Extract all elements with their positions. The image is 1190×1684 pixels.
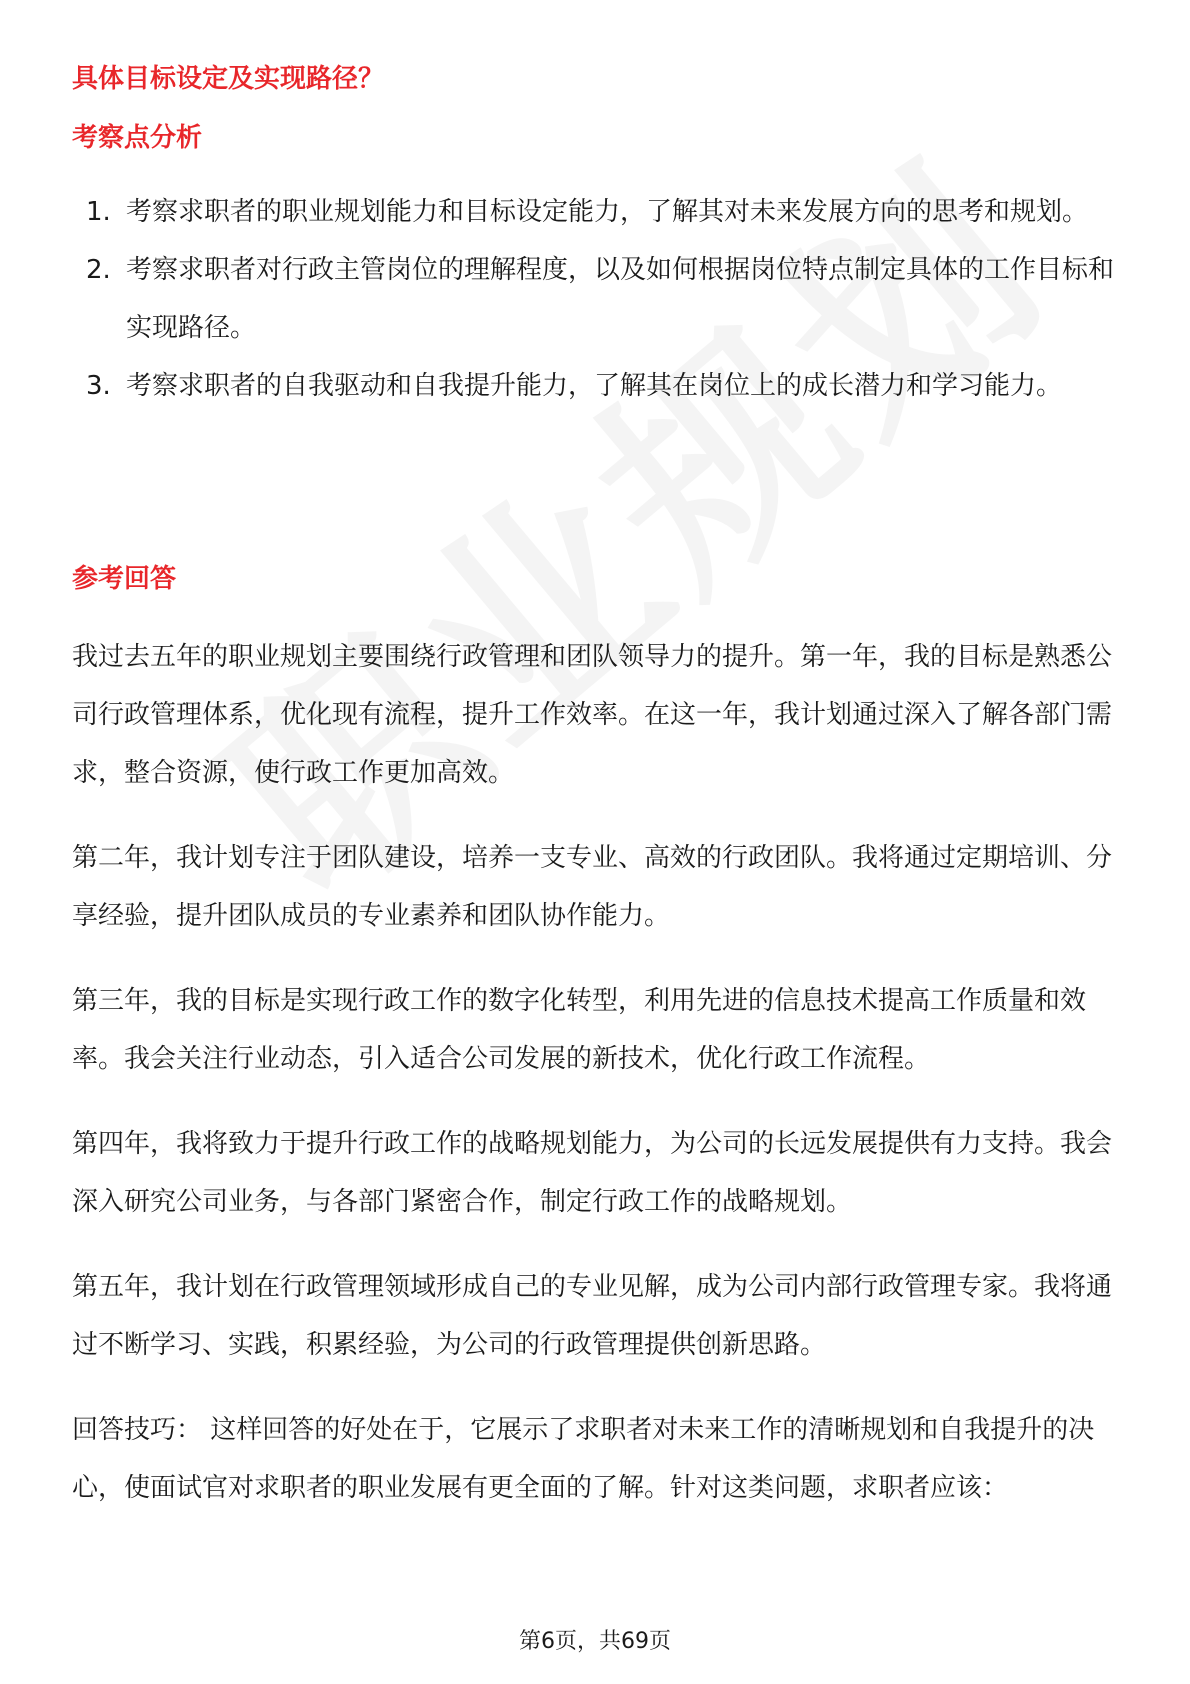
answer-paragraph: 第三年，我的目标是实现行政工作的数字化转型，利用先进的信息技术提高工作质量和效率。我会关注行业动态，引入适合公司发展的新技术，优化行政工作流程。: [72, 986, 1087, 1074]
question-title: 具体目标设定及实现路径？: [72, 64, 385, 94]
list-text: 考察求职者对行政主管岗位的理解程度，以及如何根据岗位特点制定具体的工作目标和实现路径。: [126, 255, 1115, 343]
list-item: [72, 241, 1122, 357]
list-item: [72, 183, 1122, 241]
answer-body: [72, 628, 1127, 1544]
answer-heading: 参考回答: [72, 564, 177, 594]
answer-paragraph: 第五年，我计划在行政管理领域形成自己的专业见解，成为公司内部行政管理专家。我将通过不断学习、实践，积累经验，为公司的行政管理提供创新思路。: [72, 1272, 1113, 1360]
answer-paragraph: 第二年，我计划专注于团队建设，培养一支专业、高效的行政团队。我将通过定期培训、分享经验，提升团队成员的专业素养和团队协作能力。: [72, 843, 1113, 931]
answer-tips: 回答技巧： 这样回答的好处在于，它展示了求职者对未来工作的清晰规划和自我提升的决心，使面试官对求职者的职业发展有更全面的了解。针对这类问题，求职者应该：: [72, 1415, 1095, 1503]
page-footer: 第6页，共69页: [519, 1629, 671, 1654]
list-item: [72, 357, 1122, 415]
list-number: 2.: [86, 255, 111, 285]
list-text: 考察求职者的职业规划能力和目标设定能力，了解其对未来发展方向的思考和规划。: [126, 197, 1089, 227]
list-text: 考察求职者的自我驱动和自我提升能力，了解其在岗位上的成长潜力和学习能力。: [126, 371, 1063, 401]
list-number: 3.: [86, 371, 111, 401]
answer-paragraph: 第四年，我将致力于提升行政工作的战略规划能力，为公司的长远发展提供有力支持。我会深入研究公司业务，与各部门紧密合作，制定行政工作的战略规划。: [72, 1129, 1113, 1217]
analysis-list: [72, 183, 1122, 415]
answer-paragraph: 我过去五年的职业规划主要围绕行政管理和团队领导力的提升。第一年，我的目标是熟悉公司行政管理体系，优化现有流程，提升工作效率。在这一年，我计划通过深入了解各部门需求，整合资源，使行政工作更加高效。: [72, 642, 1113, 788]
list-number: 1.: [86, 197, 111, 227]
analysis-heading: 考察点分析: [72, 123, 203, 153]
